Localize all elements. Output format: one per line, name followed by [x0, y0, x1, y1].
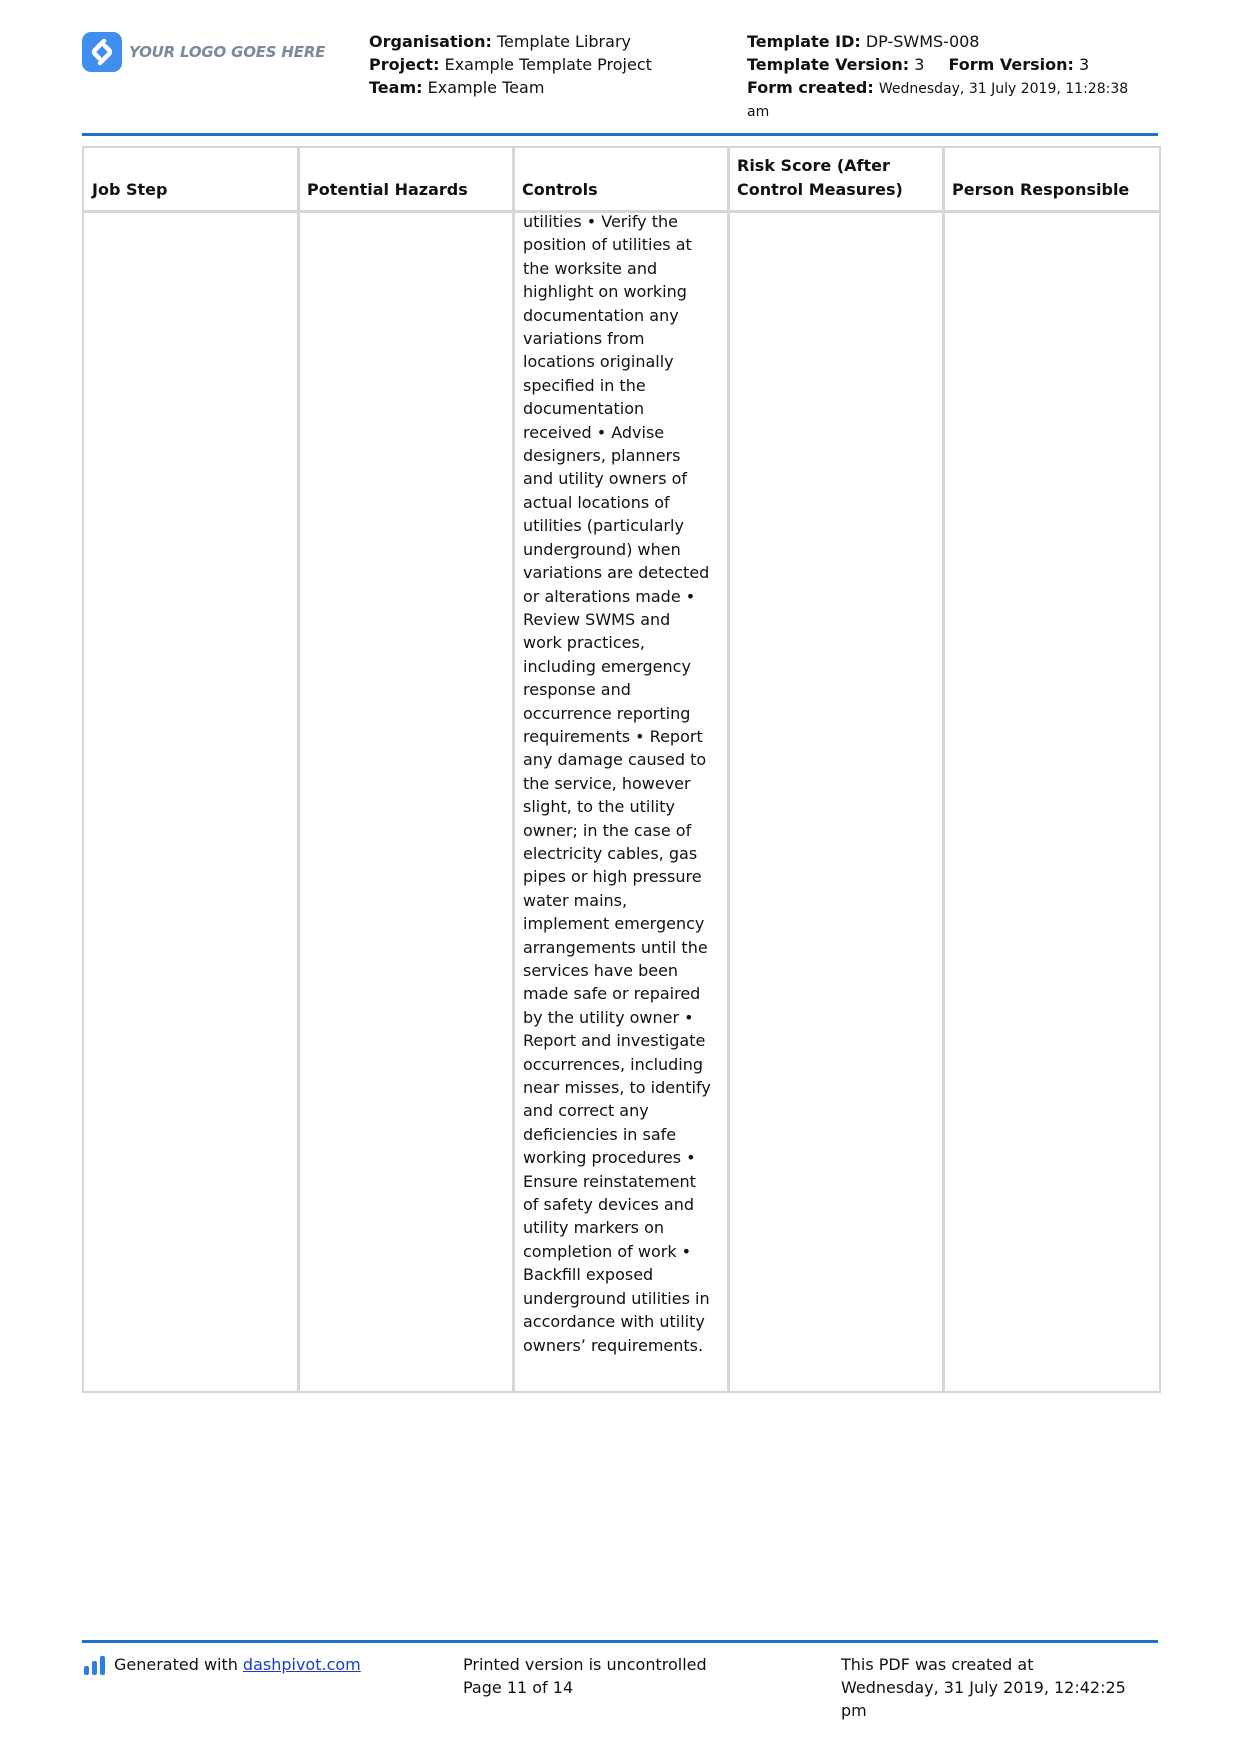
- column-divider: [297, 148, 300, 1391]
- page-header: [82, 26, 1162, 126]
- controls-text-line: Report and investigate: [523, 1031, 706, 1051]
- controls-text-line: underground) when: [523, 539, 681, 559]
- header-meta-left: [369, 30, 652, 99]
- controls-text-line: slight, to the utility: [523, 797, 675, 817]
- controls-text-line: completion of work •: [523, 1241, 692, 1261]
- dashpivot-link[interactable]: dashpivot.com: [242, 1655, 361, 1674]
- controls-text-line: implement emergency: [523, 914, 705, 934]
- column-divider: [942, 148, 945, 1391]
- swms-table: [82, 146, 1161, 1393]
- controls-text-line: of safety devices and: [523, 1195, 695, 1215]
- controls-text-line: deficiencies in safe: [523, 1124, 677, 1144]
- pdf-created-line1: This PDF was created at: [841, 1655, 1034, 1674]
- column-header-risk-score: [737, 154, 903, 202]
- dashpivot-icon: [84, 1655, 105, 1675]
- team-value: Example Team: [427, 78, 545, 97]
- controls-text-line: requirements • Report: [523, 726, 703, 746]
- project-label: Project:: [369, 55, 440, 74]
- controls-text-line: near misses, to identify: [523, 1078, 711, 1098]
- controls-text-line: or alterations made •: [523, 586, 696, 606]
- controls-text-line: work practices,: [523, 633, 645, 653]
- controls-text-line: specified in the: [523, 375, 646, 395]
- controls-text-line: water mains,: [523, 890, 628, 910]
- column-header-risk-score-line2: Control Measures): [737, 180, 903, 199]
- footer-divider: [82, 1640, 1158, 1643]
- controls-text-line: Review SWMS and: [523, 609, 671, 629]
- controls-text-line: and utility owners of: [523, 469, 688, 489]
- controls-text-line: pipes or high pressure: [523, 867, 702, 887]
- logo-icon: [82, 32, 122, 72]
- header-divider: [82, 133, 1158, 136]
- controls-cell: [523, 210, 728, 1357]
- controls-text-line: Ensure reinstatement: [523, 1171, 696, 1191]
- controls-text-line: actual locations of: [523, 492, 670, 512]
- logo-text: YOUR LOGO GOES HERE: [129, 43, 326, 61]
- generated-prefix: Generated with: [114, 1655, 238, 1674]
- pdf-created-line3: pm: [841, 1701, 867, 1720]
- form-version-value: 3: [1078, 55, 1090, 74]
- controls-text-line: any damage caused to: [523, 750, 707, 770]
- controls-text-line: variations from: [523, 329, 645, 349]
- uncontrolled-notice: Printed version is uncontrolled: [463, 1655, 707, 1674]
- controls-text-line: the service, however: [523, 773, 691, 793]
- footer-generated: [84, 1653, 361, 1676]
- controls-text-line: highlight on working: [523, 282, 687, 302]
- controls-text-line: owners’ requirements.: [523, 1335, 704, 1355]
- controls-text-line: owner; in the case of: [523, 820, 692, 840]
- controls-text-line: locations originally: [523, 352, 674, 372]
- column-header-risk-score-line1: Risk Score (After: [737, 156, 890, 175]
- header-meta-right: [747, 30, 1128, 124]
- organisation-value: Template Library: [491, 32, 631, 51]
- pdf-created-line2: Wednesday, 31 July 2019, 12:42:25: [841, 1678, 1126, 1697]
- template-id-value: DP-SWMS-008: [865, 32, 980, 51]
- controls-text-line: electricity cables, gas: [523, 843, 698, 863]
- footer-print-info: [463, 1653, 707, 1699]
- company-logo: [82, 32, 325, 72]
- controls-text-line: arrangements until the: [523, 937, 708, 957]
- controls-text-line: the worksite and: [523, 258, 658, 278]
- template-version-value: 3: [914, 55, 925, 74]
- template-version-label: Template Version:: [747, 55, 910, 74]
- column-header-potential-hazards: Potential Hazards: [307, 180, 468, 199]
- template-id-label: Template ID:: [747, 32, 861, 51]
- team-label: Team:: [369, 78, 423, 97]
- column-header-job-step: Job Step: [92, 180, 168, 199]
- form-created-label: Form created:: [747, 78, 874, 97]
- controls-text-line: documentation: [523, 399, 645, 419]
- controls-text-line: accordance with utility: [523, 1312, 705, 1332]
- form-created-value: Wednesday, 31 July 2019, 11:28:38: [878, 81, 1129, 97]
- column-header-controls: Controls: [522, 180, 598, 199]
- controls-text-line: utilities • Verify the: [523, 212, 678, 231]
- form-version-label: Form Version:: [948, 55, 1074, 74]
- controls-text-line: response and: [523, 680, 631, 700]
- controls-text-line: services have been: [523, 961, 679, 980]
- controls-text-line: designers, planners: [523, 446, 681, 466]
- controls-text-line: occurrences, including: [523, 1054, 704, 1074]
- controls-text-line: documentation any: [523, 305, 679, 325]
- controls-text-line: and correct any: [523, 1101, 649, 1121]
- controls-text-line: including emergency: [523, 656, 691, 676]
- controls-text-line: underground utilities in: [523, 1288, 710, 1308]
- footer-created-info: [841, 1653, 1126, 1722]
- controls-text-line: Backfill exposed: [523, 1265, 654, 1285]
- form-created-suffix: am: [747, 104, 770, 120]
- controls-text-line: by the utility owner •: [523, 1007, 694, 1027]
- controls-text-line: utilities (particularly: [523, 516, 684, 536]
- controls-text-line: received • Advise: [523, 422, 665, 442]
- organisation-label: Organisation:: [369, 32, 492, 51]
- controls-text-line: utility markers on: [523, 1218, 665, 1238]
- project-value: Example Template Project: [444, 55, 652, 74]
- controls-text-line: made safe or repaired: [523, 984, 701, 1004]
- controls-text-line: variations are detected: [523, 563, 710, 583]
- controls-text-line: occurrence reporting: [523, 703, 691, 723]
- column-header-person-responsible: Person Responsible: [952, 180, 1130, 199]
- page-number: Page 11 of 14: [463, 1678, 574, 1697]
- controls-text-line: working procedures •: [523, 1148, 696, 1168]
- column-divider: [512, 148, 515, 1391]
- controls-text-line: position of utilities at: [523, 235, 692, 255]
